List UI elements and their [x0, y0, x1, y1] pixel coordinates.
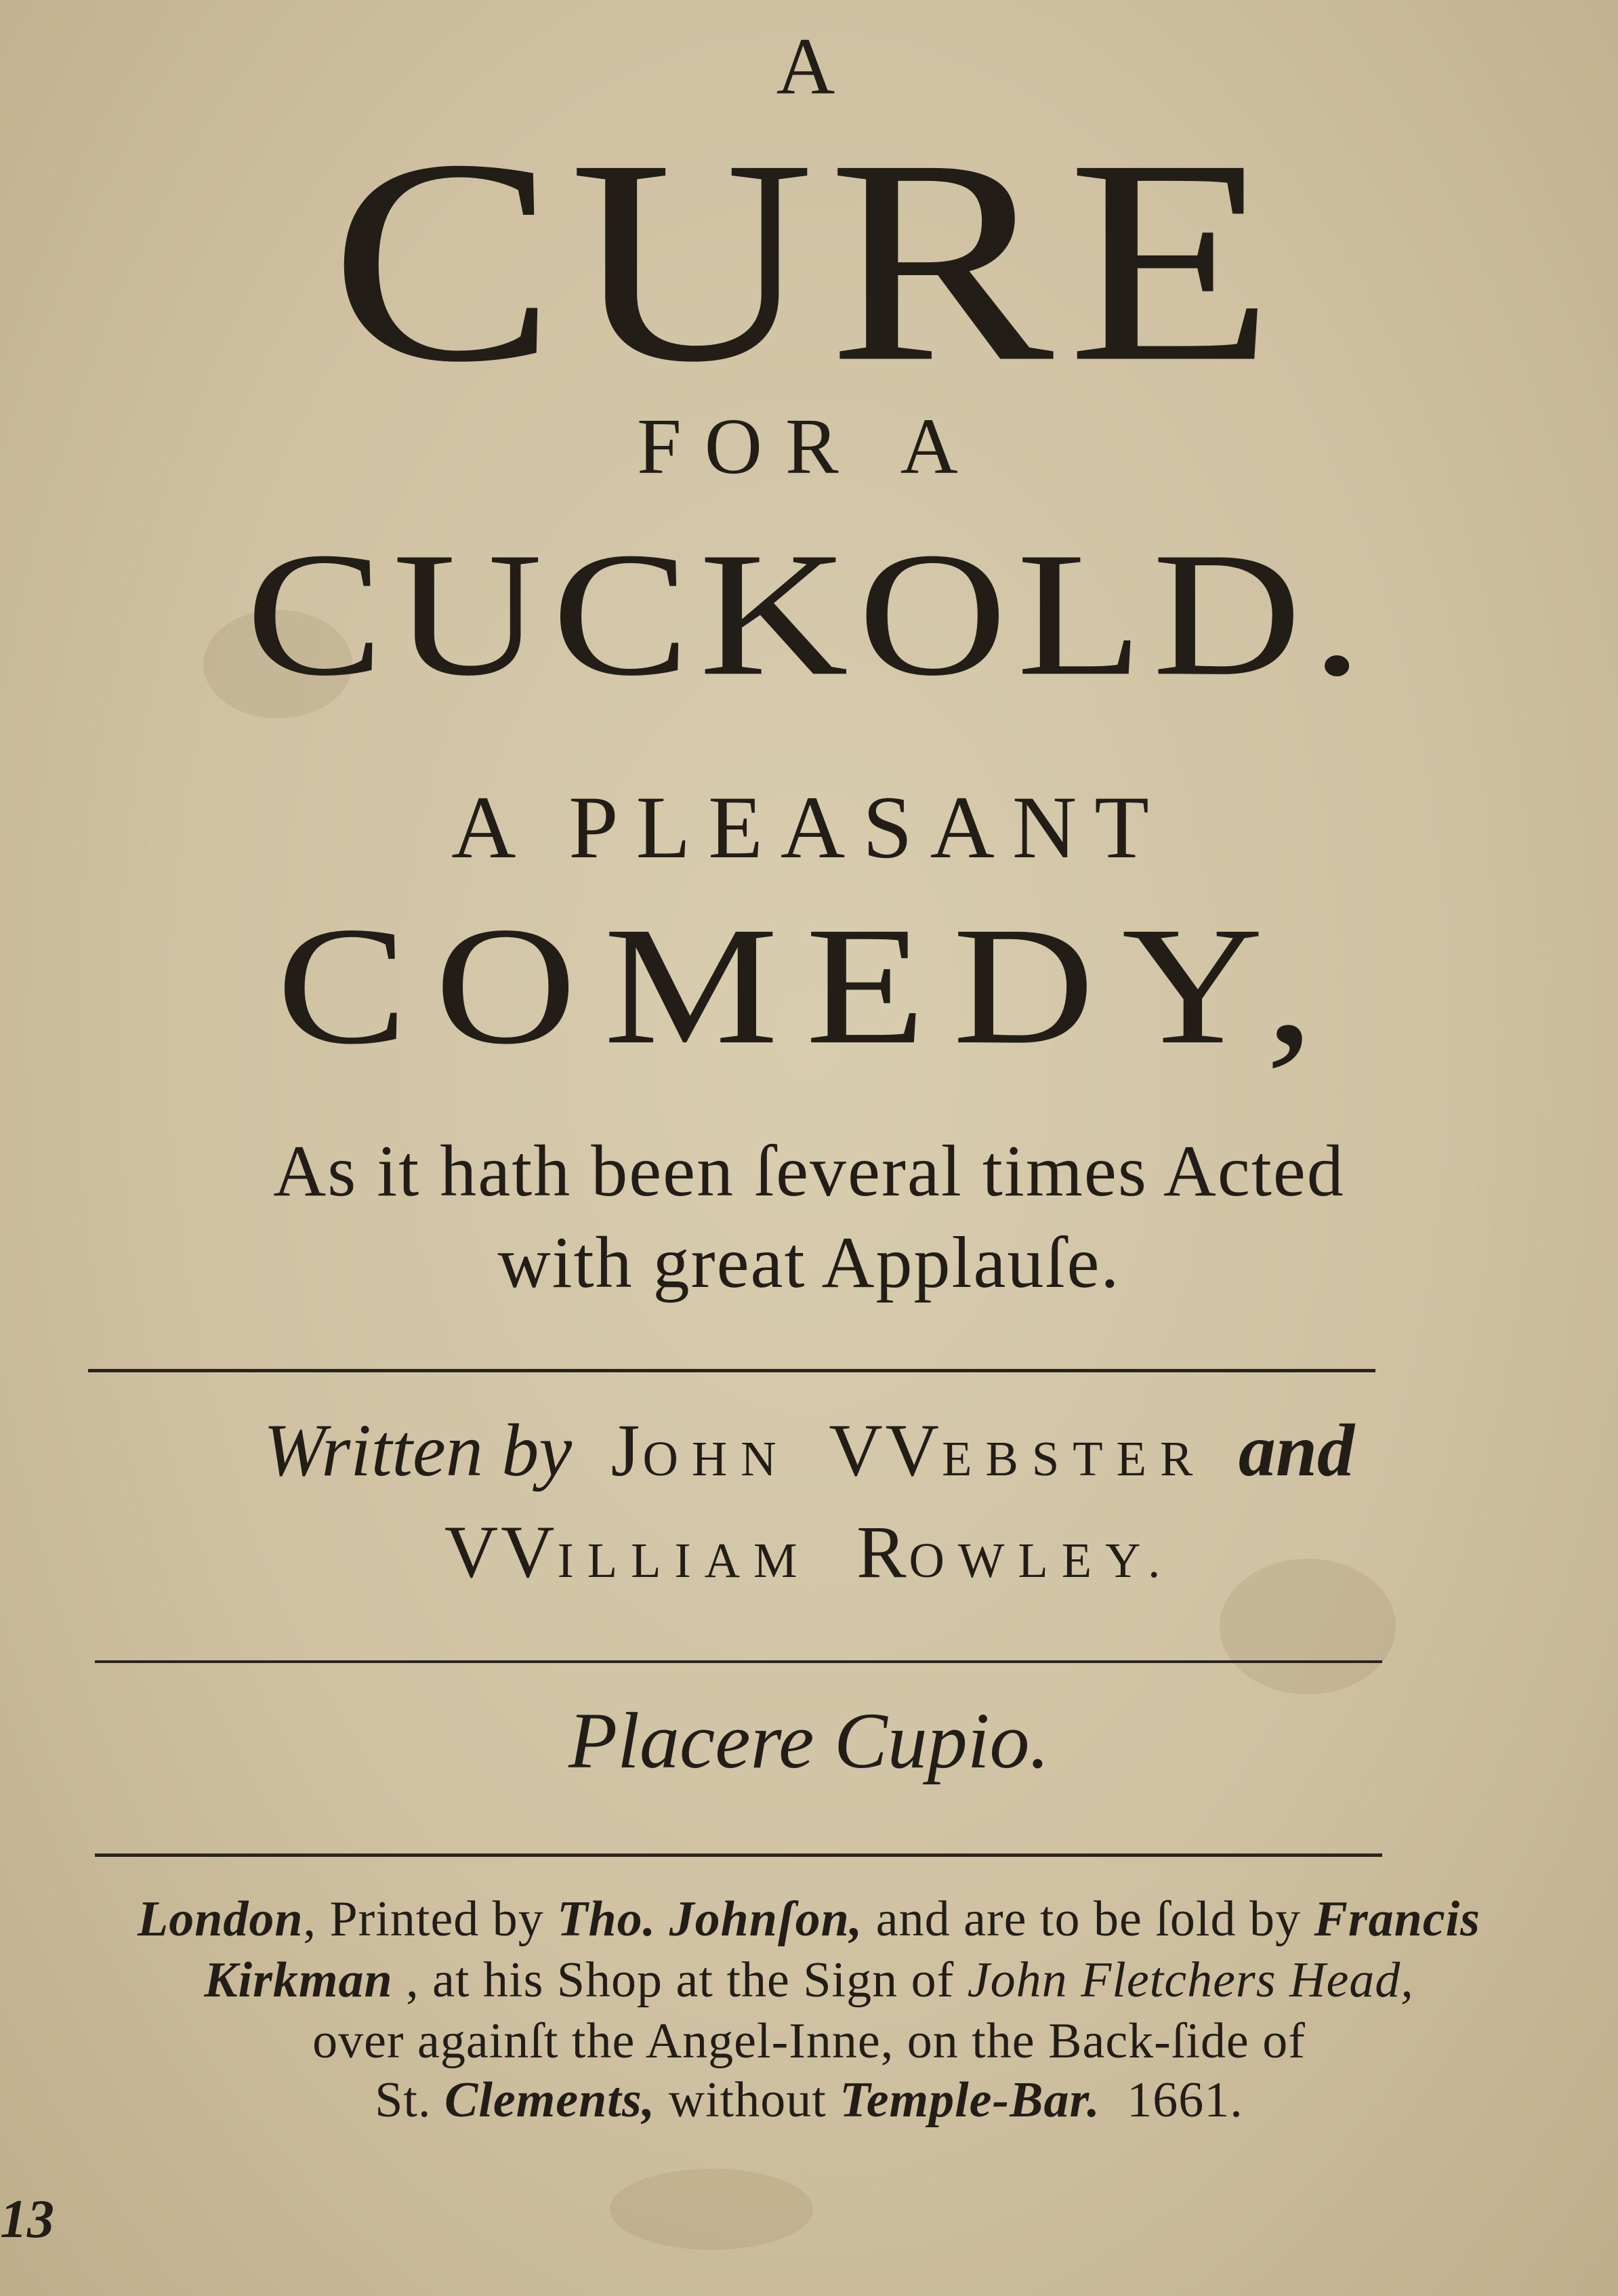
horizontal-rule [95, 1853, 1382, 1857]
motto: Placere Cupio. [568, 1696, 1050, 1785]
imprint-text: without [655, 2072, 840, 2128]
author-line-1 [0, 1409, 1618, 1492]
imprint-bookseller-first: Francis [1314, 1891, 1480, 1947]
imprint-year: 1661. [1127, 2072, 1243, 2128]
author-line-2 [0, 1511, 1618, 1593]
imprint-line-1 [0, 1891, 1618, 1947]
title-sub: CUCKOLD. [245, 515, 1373, 713]
title-main: CURE [330, 99, 1288, 423]
author2-first-rest: ILLIAM [557, 1533, 811, 1588]
imprint-line-2 [0, 1952, 1618, 2008]
imprint-printer: Tho. Johnſon, [557, 1891, 863, 1947]
author2-last-initial: R [856, 1511, 909, 1593]
author1-first-initial: J [610, 1409, 643, 1492]
imprint-line-4 [0, 2072, 1618, 2128]
horizontal-rule [95, 1660, 1382, 1663]
imprint-city: London [138, 1891, 304, 1947]
imprint-sign: John Fletchers Head, [967, 1952, 1414, 2008]
imprint-text: and are to be ſold by [863, 1891, 1314, 1947]
imprint-bookseller-last: Kirkman [204, 1952, 393, 2008]
imprint-parish: Clements, [444, 2072, 656, 2128]
imprint-line-3: over againſt the Angel-Inne, on the Back-ſide of [312, 2013, 1306, 2069]
imprint-text: , at his Shop at the Sign of [392, 1952, 968, 2008]
paper-stain [610, 2169, 813, 2250]
margin-mark: 13 [0, 2190, 54, 2249]
performance-line-1: As it hath been ſeveral times Acted [273, 1131, 1345, 1212]
horizontal-rule [88, 1369, 1375, 1372]
performance-line-2: with great Applauſe. [497, 1223, 1121, 1303]
author-prefix: Written by [263, 1409, 573, 1492]
imprint-text: , Printed by [303, 1891, 558, 1947]
author1-last-initial: VV [829, 1409, 942, 1492]
author-conjunction: and [1238, 1409, 1355, 1492]
author2-last-rest: OWLEY. [909, 1533, 1174, 1588]
author1-first-rest: OHN [642, 1431, 790, 1486]
author1-last-rest: EBSTER [942, 1431, 1207, 1486]
genre-lead: A PLEASANT [451, 777, 1167, 877]
author2-first-initial: VV [444, 1511, 558, 1593]
title-joiner: FOR A [637, 402, 981, 491]
imprint-gate: Temple-Bar. [839, 2072, 1100, 2128]
imprint-text: St. [375, 2072, 444, 2128]
title-article: A [776, 21, 842, 111]
genre: COMEDY, [276, 892, 1342, 1080]
